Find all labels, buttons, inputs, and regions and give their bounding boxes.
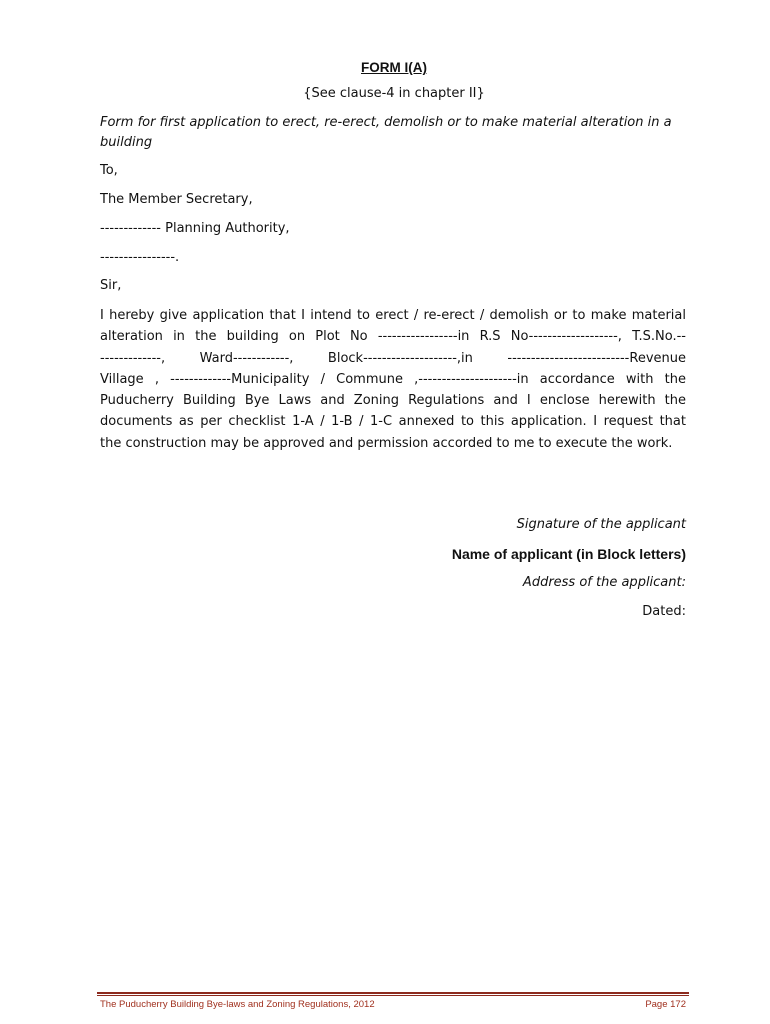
- body-line: Village , -------------Municipality / Commune ,---------------------in accordance with the: [100, 371, 686, 387]
- signature-label: Signature of the applicant: [516, 517, 686, 532]
- form-subtitle: {See clause-4 in chapter II}: [303, 86, 485, 101]
- body-line: -------------, Ward------------, Block--------------------,in --------------------------Revenue: [100, 350, 686, 366]
- application-body: [100, 305, 686, 454]
- address-authority: ------------- Planning Authority,: [100, 221, 290, 236]
- address-recipient: The Member Secretary,: [100, 192, 253, 207]
- body-line: Puducherry Building Bye Laws and Zoning Regulations and I enclose herewith the: [100, 393, 686, 409]
- body-line: alteration in the building on Plot No -----------------in R.S No-------------------, T.S.No.--: [100, 329, 686, 345]
- form-intro: Form for first application to erect, re-erect, demolish or to make material alteration in a building: [100, 115, 672, 150]
- footer-divider: [97, 992, 689, 994]
- body-line: I hereby give application that I intend to erect / re-erect / demolish or to make material: [100, 308, 686, 323]
- salutation: Sir,: [100, 278, 122, 293]
- address-place: ----------------.: [100, 250, 180, 265]
- footer-page-number: Page 172: [645, 999, 686, 1010]
- footer-document-title: The Puducherry Building Bye-laws and Zoning Regulations, 2012: [100, 999, 375, 1010]
- body-line: documents as per checklist 1-A / 1-B / 1-C annexed to this application. I request that: [100, 414, 686, 430]
- applicant-name-label: Name of applicant (in Block letters): [451, 546, 686, 562]
- dated-label: Dated:: [642, 604, 686, 619]
- footer-divider-thin: [97, 995, 689, 996]
- body-line: the construction may be approved and permission accorded to me to execute the work.: [100, 435, 673, 451]
- applicant-address-label: Address of the applicant:: [522, 575, 686, 590]
- address-to: To,: [100, 163, 118, 178]
- form-title: FORM I(A): [361, 60, 427, 75]
